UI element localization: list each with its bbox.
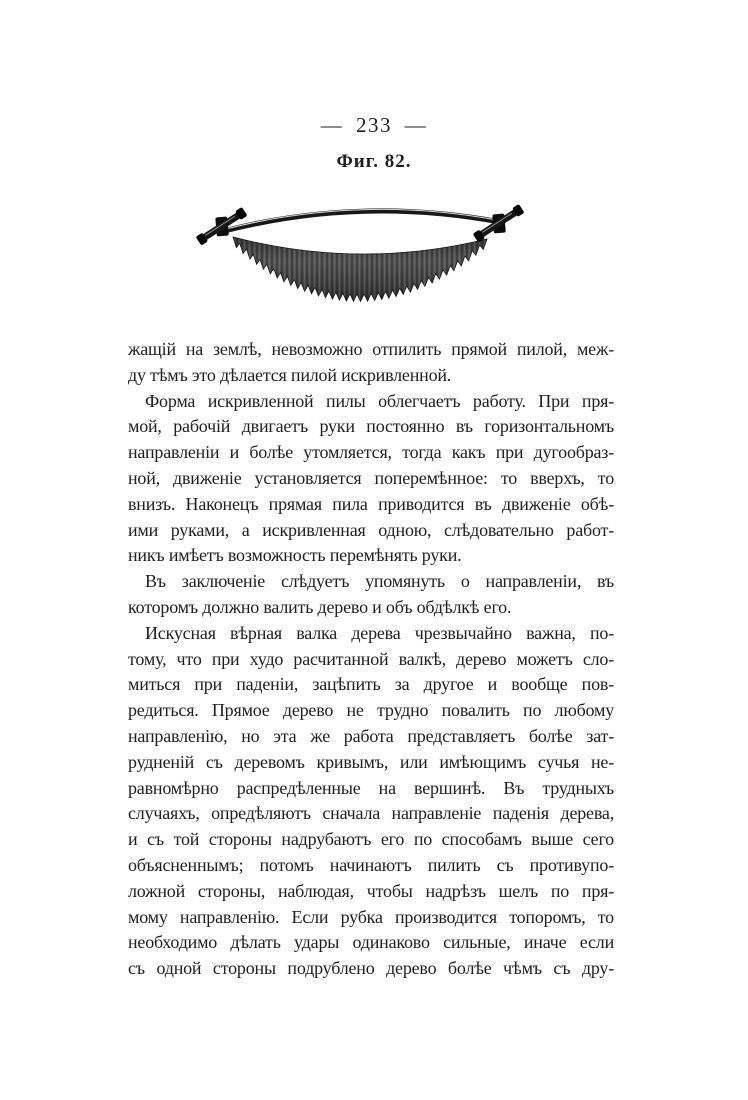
text-line: Форма искривленной пилы облегчаетъ работу. При пря- <box>145 390 614 411</box>
page-number: — 233 — <box>320 113 428 137</box>
text-line: которомъ должно валить дерево и объ обдѣлкѣ его. <box>128 596 512 617</box>
text-line: редиться. Прямое дерево не трудно повалить по любому <box>128 700 614 721</box>
text-line: никъ имѣетъ возможность перемѣнять руки. <box>128 545 462 566</box>
paragraph <box>128 389 614 570</box>
text-line: тому, что при худо расчитанной валкѣ, дерево можетъ сло- <box>128 648 614 669</box>
text-line: внизъ. Наконецъ прямая пила приводится въ движеніе обѣ- <box>128 493 614 514</box>
text-line: съ одной стороны подрублено дерево болѣе чѣмъ съ дру- <box>128 958 614 979</box>
paragraph <box>128 337 614 389</box>
text-line: миться при паденіи, зацѣпить за другое и вообще пов- <box>128 674 614 695</box>
paragraph <box>128 621 614 982</box>
text-line: случаяхъ, опредѣляютъ сначала направленіе паденія дерева, <box>128 803 614 824</box>
text-line: равномѣрно распредѣленные на вершинѣ. Въ трудныхъ <box>128 777 614 798</box>
text-line: Въ заключеніе слѣдуетъ упомянуть о направленіи, въ <box>145 571 614 592</box>
curved-saw-illustration <box>176 190 571 318</box>
text-line: мой, рабочій двигаетъ руки постоянно въ горизонтальномъ <box>128 416 614 437</box>
paragraph <box>128 569 614 621</box>
text-line: ду тѣмъ это дѣлается пилой искривленной. <box>128 364 452 385</box>
text-line: Искусная вѣрная валка дерева чрезвычайно важна, по- <box>145 622 614 643</box>
body-text <box>128 337 614 982</box>
text-line: ной, движеніе установляется поперемѣнное: то вверхъ, то <box>128 467 614 488</box>
saw-handle-right <box>470 199 528 248</box>
text-line: объясненнымъ; потомъ начинаютъ пилить съ противупо- <box>128 854 614 875</box>
text-line: ложной стороны, наблюдая, чтобы надрѣзъ шелъ по пря- <box>128 880 614 901</box>
text-line: рудненій съ деревомъ кривымъ, или имѣющимъ сучья не- <box>128 751 614 772</box>
text-line: мому направленію. Если рубка производится топоромъ, то <box>128 906 614 927</box>
text-line: и съ той стороны надрубаютъ его по способамъ выше сего <box>128 829 614 850</box>
text-line: жащій на землѣ, невозможно отпилить прямой пилой, меж- <box>128 339 614 359</box>
text-line: ими руками, а искривленная одною, слѣдовательно работ- <box>128 519 614 540</box>
text-line: направленіи и болѣе утомляется, тогда какъ при дугообраз- <box>128 442 614 463</box>
figure-caption: Фиг. 82. <box>336 151 412 172</box>
text-line: необходимо дѣлать удары одинаково сильные, иначе если <box>128 932 614 953</box>
text-line: направленію, но эта же работа представляетъ болѣе зат- <box>128 725 614 746</box>
